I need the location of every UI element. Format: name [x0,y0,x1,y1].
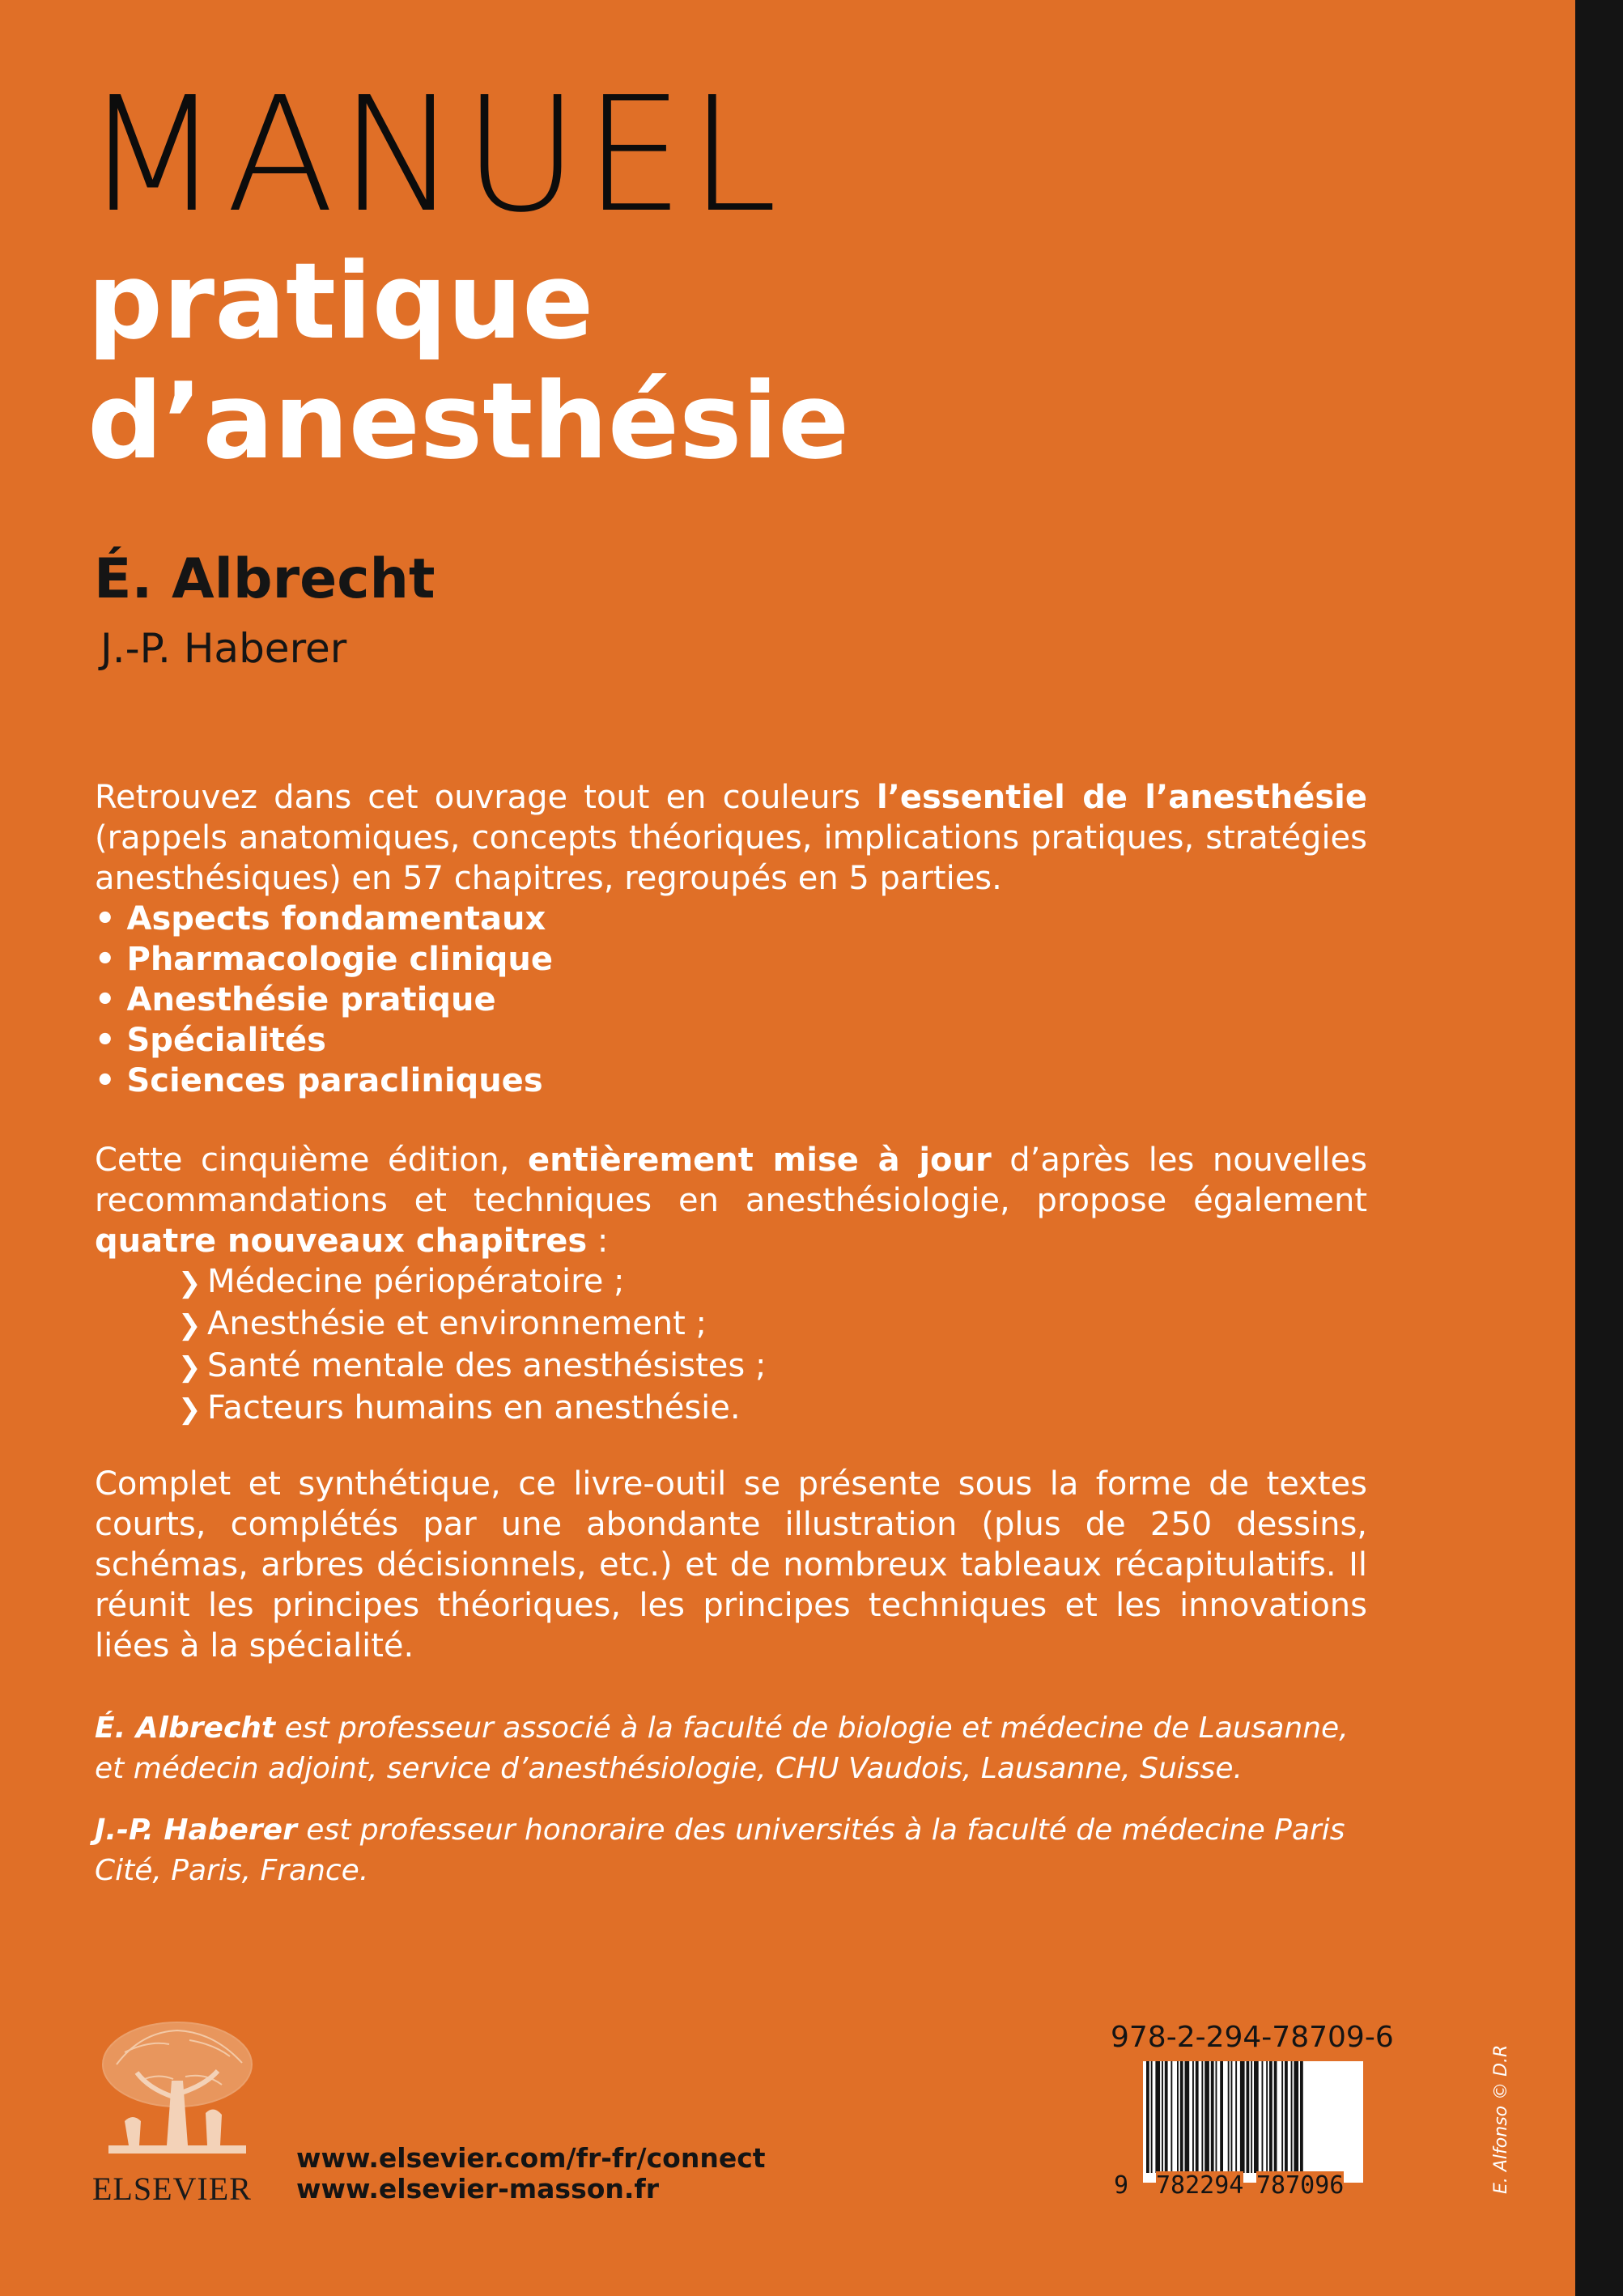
photo-credit: E. Alfonso © D.R [1491,2044,1511,2194]
barcode-bar [1294,2061,1298,2173]
bio-albrecht [95,1708,1367,1789]
barcode-bar [1220,2061,1223,2173]
barcode-bar [1162,2061,1163,2173]
list-item [178,1303,766,1346]
barcode-digits-left: 782294 [1156,2171,1244,2200]
barcode-bar [1254,2061,1259,2173]
chevron-right-icon: ❯ [178,1351,202,1384]
author-main: É. Albrecht [94,547,435,611]
list-item: • Sciences paracliniques [95,1061,553,1101]
barcode-bar [1262,2061,1264,2173]
barcode-bar [1228,2061,1230,2173]
chapter-label: Facteurs humains en anesthésie. [207,1389,741,1426]
list-item: • Pharmacologie clinique [95,939,553,980]
summary-paragraph: Complet et synthétique, ce livre-outil se présente sous la forme de textes courts, complétés par une abondante illustration (plus de 250 dessins, schémas, arbres décisionnels, etc.) et de nombreux tableaux récapitulatifs. Il réunit les principes théoriques, les principes techniques et les innovations liées à la spécialité. [95,1465,1367,1665]
barcode-bar [1165,2061,1168,2173]
new-chapters-list [178,1261,766,1430]
bio-name: É. Albrecht [95,1711,276,1745]
bio-text: est professeur associé à la faculté de biologie et médecine de Lausanne, et médecin adjoint, service d’anesthésiologie, CHU Vaudois, Lausanne, Suisse. [95,1711,1349,1785]
barcode-bar [1146,2061,1149,2173]
barcode-bar [1291,2061,1293,2173]
barcode-bar [1235,2061,1237,2173]
title-subtitle [87,241,849,481]
elsevier-tree-logo [92,2016,262,2166]
edition-bold-update: entièrement mise à jour [528,1142,992,1179]
barcode-digits-right: 787096 [1256,2171,1345,2200]
chapter-label: Santé mentale des anesthésistes ; [207,1347,767,1384]
bio-name: J.-P. Haberer [95,1813,297,1847]
barcode-bar [1251,2061,1252,2173]
list-item [178,1346,766,1388]
author-secondary: J.-P. Haberer [100,625,347,672]
edition-text-mid: d’après les nouvelles recommandations et techniques en anesthésiologie, propose également [95,1142,1367,1219]
barcode-bar [1247,2061,1250,2173]
barcode-bar [1300,2061,1303,2173]
publisher-url[interactable]: www.elsevier.com/fr-fr/connect [296,2142,766,2174]
barcode-bar [1192,2061,1194,2173]
list-item: • Anesthésie pratique [95,980,553,1020]
barcode [1143,2061,1363,2183]
intro-text-after: (rappels anatomiques, concepts théoriques, implications pratiques, stratégies anesthésiques) en 57 chapitres, regroupés en 5 parties. [95,819,1367,897]
spine-edge [1575,0,1623,2296]
bio-haberer [95,1810,1367,1891]
title-line-anesthesie: d’anesthésie [87,359,850,483]
barcode-bar [1281,2061,1283,2173]
chapter-label: Anesthésie et environnement ; [207,1305,707,1342]
edition-text-after: : [587,1222,609,1260]
barcode-digit-first: 9 [1114,2171,1129,2200]
barcode-bar [1151,2061,1153,2173]
chevron-right-icon: ❯ [178,1309,202,1341]
title-manuel: MANUEL [84,63,783,248]
publisher-name: ELSEVIER [92,2171,252,2207]
isbn: 978-2-294-78709-6 [1111,2021,1394,2054]
barcode-bar [1269,2061,1272,2173]
chapter-label: Médecine périopératoire ; [207,1263,625,1300]
barcode-bar [1231,2061,1233,2173]
barcode-bar [1240,2061,1245,2173]
barcode-bar [1196,2061,1199,2173]
list-item: • Spécialités [95,1020,553,1061]
edition-bold-chapters: quatre nouveaux chapitres [95,1222,588,1260]
intro-text-bold: l’essentiel de l’anesthésie [876,779,1367,816]
barcode-bar [1216,2061,1217,2173]
edition-text-before: Cette cinquième édition, [95,1142,529,1179]
list-item [178,1261,766,1303]
barcode-bar [1171,2061,1172,2173]
barcode-bar [1285,2061,1288,2173]
barcode-bar [1155,2061,1160,2173]
bio-text: est professeur honoraire des universités à la faculté de médecine Paris Cité, Paris, France. [95,1813,1345,1887]
barcode-bar [1201,2061,1203,2173]
title-line-pratique: pratique [87,240,594,363]
intro-text-before: Retrouvez dans cet ouvrage tout en couleurs [95,779,877,816]
barcode-bar [1211,2061,1214,2173]
barcode-bar [1266,2061,1268,2173]
barcode-bar [1185,2061,1190,2173]
barcode-bar [1274,2061,1277,2173]
barcode-bar [1205,2061,1209,2173]
chevron-right-icon: ❯ [178,1267,202,1299]
edition-paragraph [95,1140,1367,1261]
list-item [178,1388,766,1430]
barcode-bar [1180,2061,1183,2173]
publisher-url[interactable]: www.elsevier-masson.fr [296,2173,660,2205]
list-item: • Aspects fondamentaux [95,899,553,939]
chevron-right-icon: ❯ [178,1393,202,1426]
barcode-bar [1177,2061,1179,2173]
parts-list [95,899,553,1101]
intro-paragraph [95,777,1367,899]
